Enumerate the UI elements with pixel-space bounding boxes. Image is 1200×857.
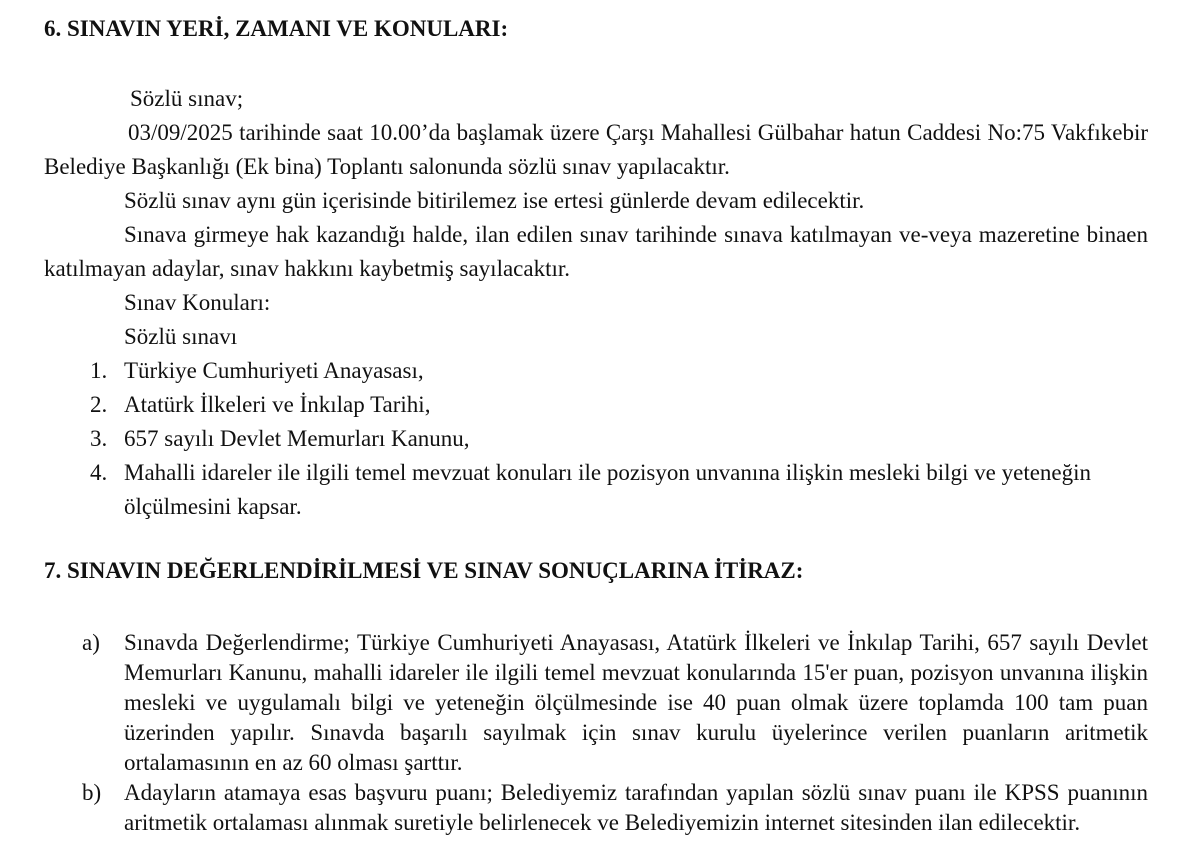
exam-location-paragraph: 03/09/2025 tarihinde saat 10.00’da başlamak üzere Çarşı Mahallesi Gülbahar hatun Caddesi No:75 Vakfıkebir Belediye Başkanlığı (Ek bina) Toplantı salonunda sözlü sınav yapılacaktır.: [44, 120, 1148, 179]
list-item: [44, 628, 1148, 778]
list-item-text: Mahalli idareler ile ilgili temel mevzuat konuları ile pozisyon unvanına ilişkin mesleki bilgi ve yeteneğin ölçülmesini kapsar.: [124, 460, 1092, 519]
list-item-number: 1.: [90, 358, 108, 383]
continuation-paragraph: Sözlü sınav aynı gün içerisinde bitirilemez ise ertesi günlerde devam edilecektir.: [124, 188, 865, 213]
oral-exam-subheading: Sözlü sınavı: [124, 324, 238, 349]
list-item: [44, 456, 1148, 524]
list-item-letter: a): [82, 630, 100, 655]
list-item-number: 3.: [90, 426, 108, 451]
list-item-text: Adayların atamaya esas başvuru puanı; Belediyemiz tarafından yapılan sözlü sınav puanı ile KPSS puanının aritmetik ortalaması alınmak suretiyle belirlenecek ve Belediyemizin internet sitesinden ilan edilecektir.: [124, 780, 1148, 835]
oral-exam-label: Sözlü sınav;: [130, 86, 244, 111]
section-6-heading: 6. SINAVIN YERİ, ZAMANI VE KONULARI:: [44, 16, 509, 41]
document-page: [44, 12, 1148, 838]
evaluation-list: [44, 628, 1148, 838]
list-item-letter: b): [82, 780, 102, 805]
list-item: [44, 778, 1148, 838]
list-item-text: Türkiye Cumhuriyeti Anayasası,: [124, 358, 424, 383]
exam-topics-list: [44, 354, 1148, 524]
list-item-number: 2.: [90, 392, 108, 417]
list-item-text: 657 sayılı Devlet Memurları Kanunu,: [124, 426, 470, 451]
list-item: [44, 422, 1148, 456]
list-item-text: Atatürk İlkeleri ve İnkılap Tarihi,: [124, 392, 431, 417]
list-item-text: Sınavda Değerlendirme; Türkiye Cumhuriyeti Anayasası, Atatürk İlkeleri ve İnkılap Tarihi, 657 sayılı Devlet Memurları Kanunu, mahalli idareler ile ilgili temel mevzuat konularında 15'er puan, pozisyon unvanına ilişkin mesleki ve uygulamalı bilgi ve yeteneğin ölçülmesinde ise 40 puan olmak üzere toplamda 100 tam puan üzerinden yapılır. Sınavda başarılı sayılmak için sınav kurulu üyelerince verilen puanların aritmetik ortalamasının en az 60 olması şarttır.: [124, 630, 1148, 775]
absence-paragraph: Sınava girmeye hak kazandığı halde, ilan edilen sınav tarihinde sınava katılmayan ve-veya mazeretine binaen katılmayan adaylar, sınav hakkını kaybetmiş sayılacaktır.: [44, 222, 1148, 281]
list-item: [44, 354, 1148, 388]
exam-topics-label: Sınav Konuları:: [124, 290, 271, 315]
list-item-number: 4.: [90, 460, 108, 485]
list-item: [44, 388, 1148, 422]
section-7-heading: 7. SINAVIN DEĞERLENDİRİLMESİ VE SINAV SONUÇLARINA İTİRAZ:: [44, 558, 804, 583]
